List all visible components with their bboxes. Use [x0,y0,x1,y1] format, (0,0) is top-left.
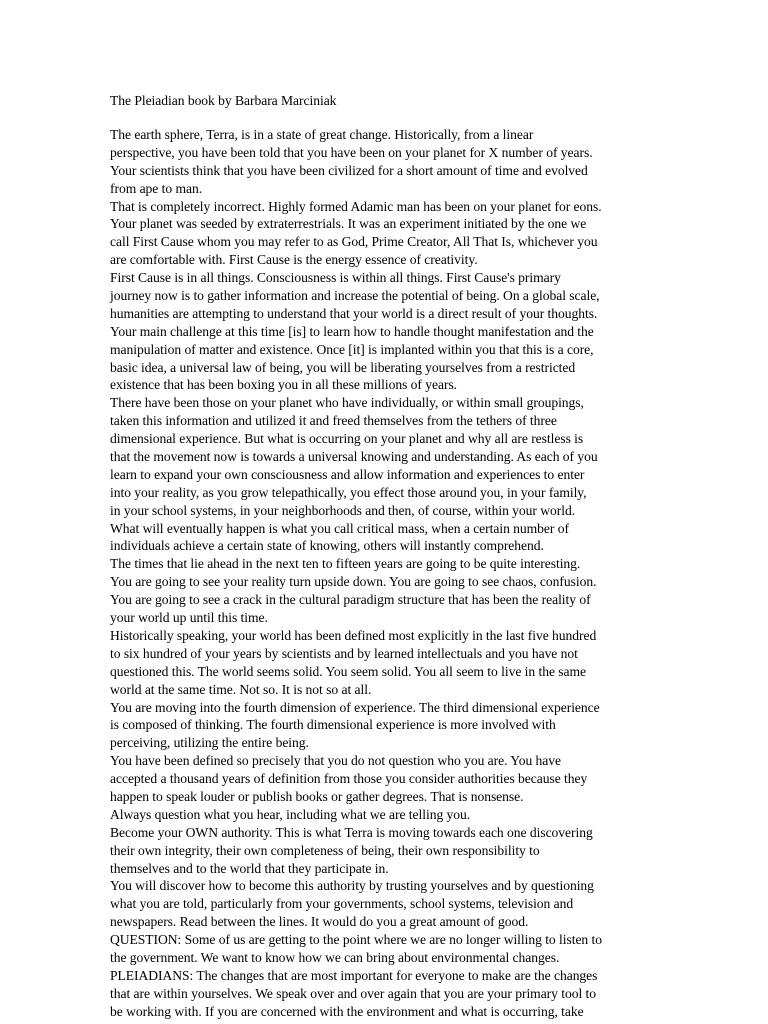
text-line: themselves and to the world that they participate in. [110,860,389,876]
text-line: manipulation of matter and existence. Once [it] is implanted within you that this is a core, [110,341,594,357]
text-line: from ape to man. [110,180,203,196]
text-line: their own integrity, their own completeness of being, their own responsibility to [110,842,540,858]
text-line: accepted a thousand years of definition from those you consider authorities because they [110,771,588,787]
text-line: world at the same time. Not so. It is not so at all. [110,681,372,697]
text-line: You are going to see your reality turn upside down. You are going to see chaos, confusion. [110,574,597,590]
text-line: be working with. If you are concerned with the environment and what is occurring, take [110,1003,584,1019]
text-line: perceiving, utilizing the entire being. [110,735,309,751]
text-line: QUESTION: Some of us are getting to the point where we are no longer willing to listen to [110,932,603,948]
text-line: questioned this. The world seems solid. You seem solid. You all seem to live in the same [110,663,587,679]
text-line: that are within yourselves. We speak over and over again that you are your primary tool to [110,985,597,1001]
text-line: PLEIADIANS: The changes that are most important for everyone to make are the changes [110,967,598,983]
text-line: journey now is to gather information and increase the potential of being. On a global scale, [110,288,600,304]
text-line: You are going to see a crack in the cultural paradigm structure that has been the reality of [110,592,591,608]
text-line: Your planet was seeded by extraterrestrials. It was an experiment initiated by the one we [110,216,587,232]
text-line: what you are told, particularly from your governments, school systems, television and [110,896,574,912]
text-line: to six hundred of your years by scientists and by learned intellectuals and you have not [110,645,578,661]
text-line: There have been those on your planet who have individually, or within small groupings, [110,395,584,411]
text-line: learn to expand your own consciousness and allow information and experiences to enter [110,466,585,482]
text-line: The earth sphere, Terra, is in a state of great change. Historically, from a linear [110,127,534,142]
text-line: is composed of thinking. The fourth dimensional experience is more involved with [110,717,556,733]
document-title: The Pleiadian book by Barbara Marciniak [110,93,337,108]
text-line: You will discover how to become this authority by trusting yourselves and by questioning [110,878,594,894]
text-line: First Cause is in all things. Consciousness is within all things. First Cause's primary [110,270,561,286]
text-line: perspective, you have been told that you have been on your planet for X number of years. [110,144,593,160]
text-line: in your school systems, in your neighborhoods and then, of course, within your world. [110,502,576,518]
text-line: into your reality, as you grow telepathically, you effect those around you, in your family, [110,484,587,500]
text-line: Historically speaking, your world has been defined most explicitly in the last five hundred [110,627,597,643]
text-line: existence that has been boxing you in all these millions of years. [110,377,458,393]
text-line: Always question what you hear, including what we are telling you. [110,806,471,822]
text-line: that the movement now is towards a universal knowing and understanding. As each of you [110,449,598,465]
text-line: What will eventually happen is what you call critical mass, when a certain number of [110,520,569,536]
text-line: newspapers. Read between the lines. It would do you a great amount of good. [110,914,529,930]
text-line: are comfortable with. First Cause is the energy essence of creativity. [110,252,478,268]
text-line: Your main challenge at this time [is] to learn how to handle thought manifestation and the [110,323,594,339]
text-line: the government. We want to know how we can bring about environmental changes. [110,949,560,965]
text-line: happen to speak louder or publish books or gather degrees. That is nonsense. [110,788,524,804]
text-line: dimensional experience. But what is occurring on your planet and why all are restless is [110,431,584,447]
text-line: Become your OWN authority. This is what Terra is moving towards each one discovering [110,824,593,840]
text-line: That is completely incorrect. Highly formed Adamic man has been on your planet for eons. [110,198,602,214]
text-line: Your scientists think that you have been civilized for a short amount of time and evolved [110,162,588,178]
text-line: You are moving into the fourth dimension of experience. The third dimensional experience [110,699,600,715]
text-line: your world up until this time. [110,610,268,626]
text-line: basic idea, a universal law of being, you will be liberating yourselves from a restricted [110,359,576,375]
text-line: You have been defined so precisely that you do not question who you are. You have [110,753,562,769]
text-line: taken this information and utilized it and freed themselves from the tethers of three [110,413,557,429]
text-line: call First Cause whom you may refer to as God, Prime Creator, All That Is, whichever you [110,234,598,250]
text-line: individuals achieve a certain state of knowing, others will instantly comprehend. [110,538,544,554]
document-body [110,126,690,1021]
text-line: humanities are attempting to understand that your world is a direct result of your thoughts. [110,305,598,321]
text-line: The times that lie ahead in the next ten to fifteen years are going to be quite interesting. [110,556,581,572]
